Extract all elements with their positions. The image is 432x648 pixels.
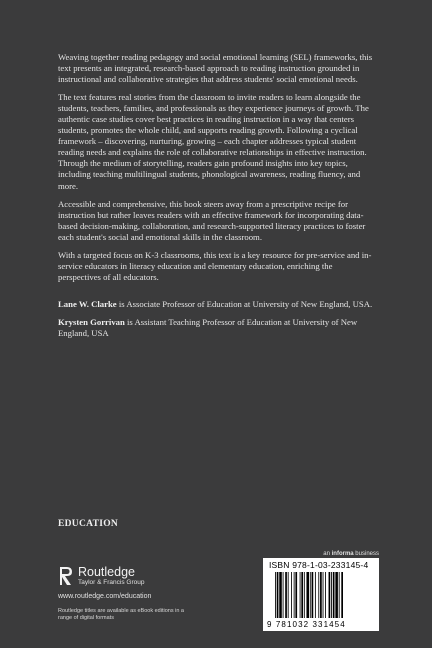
author-bio-2 bbox=[58, 317, 376, 339]
description-paragraph-2: The text features real stories from the classroom to invite readers to learn alongside the students, teachers, families, and professionals as they experience journeys of growth. The authentic case studies cover best practices in reading instruction in a way that centers students, promotes the whole child, and supports reading growth. Following a cyclical framework – discovering, nurturing, growing – each chapter addresses typical student reading needs and explains the role of collaborative relationships in effective instruction. Through the medium of storytelling, readers gain profound insights into key topics, including teaching multilingual students, phonological awareness, reading fluency, and more. bbox=[58, 92, 369, 191]
publisher-url[interactable]: www.routledge.com/education bbox=[58, 593, 152, 600]
barcode-block bbox=[263, 551, 379, 631]
author-bio-1 bbox=[58, 299, 376, 310]
routledge-logo-icon bbox=[58, 565, 74, 587]
isbn-number: ISBN 978-1-03-233145-4 bbox=[269, 560, 369, 570]
publisher-name: Routledge bbox=[78, 564, 135, 579]
publisher-logo bbox=[58, 565, 258, 587]
description-paragraph-4: With a targeted focus on K-3 classrooms, this text is a key resource for pre-service and in-service educators in literacy education and elementary education, enriching the perspectives of all educators. bbox=[58, 249, 372, 282]
barcode-icon bbox=[275, 572, 371, 618]
author-name-2: Krysten Gorrivan bbox=[58, 316, 125, 327]
subject-category: EDUCATION bbox=[58, 519, 119, 529]
publisher-block bbox=[58, 565, 258, 622]
barcode-box bbox=[263, 558, 379, 631]
description-paragraph-3: Accessible and comprehensive, this book steers away from a prescriptive recipe for instruction but rather leaves readers with an effective framework for incorporating data-based decision-making, collaboration, and research-supported literacy practices to foster each student's social and emotional skills in the classroom. bbox=[58, 198, 366, 242]
author-name-1: Lane W. Clarke bbox=[58, 298, 117, 309]
author-bio-text-1: is Associate Professor of Education at University of New England, USA. bbox=[116, 298, 373, 309]
informa-business-label: an informa business bbox=[323, 551, 379, 557]
publisher-group: Taylor & Francis Group bbox=[78, 578, 145, 586]
barcode-digits: 9 781032 331454 bbox=[267, 620, 346, 629]
back-cover-text bbox=[58, 52, 376, 346]
ebook-note: Routledge titles are available as eBook editions in a range of digital formats bbox=[58, 608, 184, 621]
description-paragraph-1: Weaving together reading pedagogy and social emotional learning (SEL) frameworks, this text presents an integrated, research-based approach to reading instruction grounded in instructional and collaborative strategies that address students' social emotional needs. bbox=[58, 52, 373, 85]
author-bio-text-2: is Assistant Teaching Professor of Education at University of New England, USA bbox=[58, 316, 358, 338]
